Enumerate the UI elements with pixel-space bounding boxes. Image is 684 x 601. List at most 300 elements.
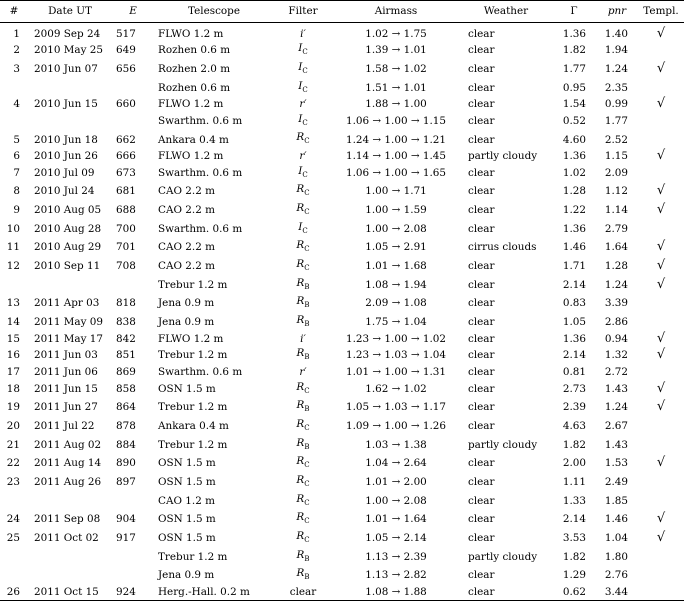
date-ut-cell: 2011 Oct 15 (34, 586, 99, 599)
epoch-cell: 851 (116, 349, 136, 362)
telescope-cell: OSN 1.5 m (158, 382, 216, 395)
template-check-cell (638, 585, 684, 600)
row-number: 5 (13, 133, 20, 146)
weather-cell: clear (468, 457, 495, 470)
airmass-cell: 1.23 → 1.00 → 1.02 (345, 332, 447, 345)
telescope-cell: Herg.-Hall. 0.2 m (158, 586, 250, 599)
row-number (0, 112, 28, 131)
epoch-cell (112, 112, 154, 131)
epoch-cell: 904 (116, 513, 136, 526)
airmass-cell: 1.75 → 1.04 (365, 316, 427, 329)
gamma-cell: 4.60 (562, 133, 586, 146)
template-check-cell (638, 529, 684, 548)
date-ut-cell: 2011 Jun 15 (34, 382, 98, 395)
checkmark-icon: √ (656, 258, 666, 274)
pnr-cell: 3.39 (604, 297, 628, 310)
airmass-cell: 1.05 → 1.03 → 1.17 (345, 401, 447, 414)
weather-cell: clear (468, 532, 495, 545)
airmass-cell: 1.03 → 1.38 (365, 438, 427, 451)
template-check-cell (638, 548, 684, 567)
epoch-cell: 666 (116, 150, 136, 163)
row-number: 9 (13, 204, 20, 217)
filter-cell: $I_C$ (298, 42, 308, 57)
airmass-cell: 1.02 → 1.75 (365, 27, 427, 40)
table-row (0, 417, 684, 436)
template-check-cell (638, 79, 684, 98)
table-row (0, 436, 684, 455)
filter-cell: $R_B$ (296, 314, 310, 329)
pnr-cell: 3.44 (604, 586, 628, 599)
weather-cell: clear (468, 349, 495, 362)
table-row (0, 60, 684, 79)
airmass-cell: 1.62 → 1.02 (365, 382, 427, 395)
pnr-cell: 1.24 (604, 401, 628, 414)
weather-cell: clear (468, 185, 495, 198)
table-row (0, 182, 684, 201)
header-date: Date UT (48, 5, 92, 17)
telescope-cell: OSN 1.5 m (158, 476, 216, 489)
filter-cell: $R_B$ (296, 276, 310, 291)
telescope-cell: Jena 0.9 m (158, 569, 215, 582)
epoch-cell (112, 276, 154, 295)
date-ut-cell (28, 112, 112, 131)
epoch-cell: 517 (116, 27, 136, 40)
pnr-cell: 2.76 (604, 569, 628, 582)
airmass-cell: 1.09 → 1.00 → 1.26 (345, 420, 447, 433)
airmass-cell: 1.01 → 1.00 → 1.31 (345, 366, 447, 379)
gamma-cell: 1.36 (562, 150, 586, 163)
telescope-cell: Swarthm. 0.6 m (158, 114, 243, 127)
weather-cell: clear (468, 513, 495, 526)
weather-cell: clear (468, 569, 495, 582)
epoch-cell: 660 (116, 98, 136, 111)
epoch-cell: 869 (116, 366, 136, 379)
airmass-cell: 1.13 → 2.39 (365, 550, 427, 563)
table-row (0, 566, 684, 585)
epoch-cell: 649 (116, 44, 136, 57)
table-row (0, 238, 684, 257)
header-pnr: pnr (607, 5, 627, 17)
template-check-cell (638, 41, 684, 60)
date-ut-cell: 2011 Aug 26 (34, 476, 102, 489)
checkmark-icon: √ (656, 330, 666, 346)
weather-cell: clear (468, 586, 495, 599)
header-num: # (9, 5, 19, 17)
telescope-cell: Ankara 0.4 m (158, 420, 229, 433)
airmass-cell: 1.00 → 1.59 (365, 204, 427, 217)
filter-cell: i′ (300, 332, 306, 345)
filter-cell: $R_C$ (296, 417, 310, 433)
airmass-cell: 1.01 → 1.68 (365, 260, 427, 273)
template-check-cell (638, 492, 684, 511)
checkmark-icon: √ (656, 347, 666, 363)
table-row (0, 97, 684, 112)
epoch-cell (112, 492, 154, 511)
weather-cell: clear (468, 420, 495, 433)
template-check-cell (638, 27, 684, 42)
pnr-cell: 2.72 (604, 366, 628, 379)
filter-cell: $R_C$ (296, 131, 310, 146)
table-row (0, 79, 684, 98)
epoch-cell: 818 (116, 297, 136, 310)
pnr-cell: 0.99 (604, 98, 628, 111)
weather-cell: cirrus clouds (468, 241, 537, 254)
telescope-cell: CAO 2.2 m (158, 260, 215, 273)
epoch-cell: 673 (116, 166, 136, 179)
gamma-cell: 2.14 (562, 513, 586, 526)
gamma-cell: 1.36 (562, 332, 586, 345)
gamma-cell: 1.29 (562, 569, 586, 582)
row-number: 25 (6, 532, 20, 545)
telescope-cell: Trebur 1.2 m (158, 550, 228, 563)
checkmark-icon: √ (656, 455, 666, 471)
checkmark-icon: √ (656, 511, 666, 527)
gamma-cell: 0.81 (562, 366, 586, 379)
telescope-cell: CAO 2.2 m (158, 241, 215, 254)
row-number: 2 (13, 44, 20, 57)
template-check-cell (638, 182, 684, 201)
template-check-cell (638, 346, 684, 365)
weather-cell: clear (468, 44, 495, 57)
filter-cell: $R_C$ (296, 474, 310, 489)
template-check-cell (638, 332, 684, 347)
date-ut-cell: 2009 Sep 24 (34, 27, 101, 40)
gamma-cell: 2.39 (562, 401, 586, 414)
row-number: 8 (13, 185, 20, 198)
filter-cell: $R_B$ (296, 347, 310, 362)
weather-cell: clear (468, 476, 495, 489)
header-weather: Weather (483, 5, 529, 17)
gamma-cell: 1.71 (562, 260, 586, 273)
row-number: 4 (13, 98, 20, 111)
date-ut-cell: 2011 May 17 (34, 332, 103, 345)
epoch-cell: 842 (116, 332, 136, 345)
row-number: 26 (6, 586, 20, 599)
table-row (0, 313, 684, 332)
template-check-cell (638, 380, 684, 399)
epoch-cell (112, 566, 154, 585)
pnr-cell: 1.28 (604, 260, 628, 273)
weather-cell: clear (468, 98, 495, 111)
row-number (0, 79, 28, 98)
pnr-cell: 2.79 (604, 222, 628, 235)
telescope-cell: Jena 0.9 m (158, 316, 215, 329)
table-row (0, 276, 684, 295)
airmass-cell: 1.04 → 2.64 (365, 457, 427, 470)
table-row (0, 492, 684, 511)
gamma-cell: 1.46 (562, 241, 586, 254)
telescope-cell: Swarthm. 0.6 m (158, 166, 243, 179)
pnr-cell: 1.24 (604, 62, 628, 75)
table-row (0, 27, 684, 42)
telescope-cell: Rozhen 0.6 m (158, 44, 231, 57)
weather-cell: partly cloudy (468, 438, 538, 451)
filter-cell: $R_C$ (296, 530, 310, 545)
filter-cell: $R_B$ (296, 295, 310, 310)
pnr-cell: 1.40 (604, 27, 628, 40)
row-number: 11 (6, 241, 20, 254)
table-row (0, 398, 684, 417)
date-ut-cell (28, 276, 112, 295)
airmass-cell: 1.24 → 1.00 → 1.21 (345, 133, 447, 146)
checkmark-icon: √ (656, 183, 666, 199)
row-number: 18 (6, 382, 20, 395)
header-templ: Templ. (643, 5, 679, 17)
row-number: 3 (13, 62, 20, 75)
template-check-cell (638, 257, 684, 276)
telescope-cell: Trebur 1.2 m (158, 349, 228, 362)
weather-cell: clear (468, 133, 495, 146)
gamma-cell: 1.11 (562, 476, 586, 489)
checkmark-icon: √ (656, 202, 666, 218)
template-check-cell (638, 97, 684, 112)
telescope-cell: Trebur 1.2 m (158, 401, 228, 414)
epoch-cell (112, 79, 154, 98)
table-row (0, 294, 684, 313)
epoch-cell: 878 (116, 420, 136, 433)
weather-cell: clear (468, 81, 495, 94)
header-gamma: Γ (570, 5, 578, 17)
telescope-cell: Rozhen 2.0 m (158, 62, 231, 75)
date-ut-cell: 2011 Aug 14 (34, 457, 102, 470)
airmass-cell: 1.08 → 1.94 (365, 278, 427, 291)
filter-cell: $I_C$ (298, 164, 308, 179)
airmass-cell: 1.00 → 1.71 (365, 185, 427, 198)
template-check-cell (638, 294, 684, 313)
template-check-cell (638, 436, 684, 455)
template-check-cell (638, 112, 684, 131)
date-ut-cell: 2011 Jul 22 (34, 420, 95, 433)
pnr-cell: 1.43 (604, 438, 628, 451)
template-check-cell (638, 60, 684, 79)
checkmark-icon: √ (656, 96, 666, 112)
filter-cell: $R_C$ (296, 258, 310, 273)
filter-cell: $R_B$ (296, 567, 310, 582)
filter-cell: $R_C$ (296, 492, 310, 507)
weather-cell: clear (468, 494, 495, 507)
weather-cell: clear (468, 166, 495, 179)
gamma-cell: 2.14 (562, 349, 586, 362)
row-number: 6 (13, 150, 20, 163)
checkmark-icon: √ (656, 530, 666, 546)
weather-cell: clear (468, 316, 495, 329)
weather-cell: clear (468, 382, 495, 395)
row-number: 16 (6, 349, 20, 362)
epoch-cell: 700 (116, 222, 136, 235)
table-row (0, 149, 684, 164)
telescope-cell: Jena 0.9 m (158, 297, 215, 310)
date-ut-cell: 2011 Jun 27 (34, 401, 98, 414)
date-ut-cell: 2010 Aug 29 (34, 241, 102, 254)
table-row (0, 201, 684, 220)
weather-cell: clear (468, 222, 495, 235)
airmass-cell: 1.01 → 2.00 (365, 476, 427, 489)
pnr-cell: 1.32 (604, 349, 628, 362)
telescope-cell: OSN 1.5 m (158, 532, 216, 545)
row-number: 14 (6, 316, 20, 329)
epoch-cell: 701 (116, 241, 136, 254)
epoch-cell: 897 (116, 476, 136, 489)
date-ut-cell: 2011 Apr 03 (34, 297, 100, 310)
date-ut-cell: 2010 Jun 07 (34, 62, 98, 75)
airmass-cell: 1.05 → 2.91 (365, 241, 427, 254)
table-row (0, 41, 684, 60)
checkmark-icon: √ (656, 60, 666, 76)
filter-cell: $R_C$ (296, 380, 310, 395)
airmass-cell: 1.13 → 2.82 (365, 569, 427, 582)
epoch-cell: 864 (116, 401, 136, 414)
weather-cell: clear (468, 27, 495, 40)
date-ut-cell: 2010 May 25 (34, 44, 103, 57)
airmass-cell: 1.08 → 1.88 (365, 586, 427, 599)
checkmark-icon: √ (656, 380, 666, 396)
row-number (0, 548, 28, 567)
gamma-cell: 1.36 (562, 222, 586, 235)
date-ut-cell (28, 492, 112, 511)
date-ut-cell: 2010 Jun 18 (34, 133, 98, 146)
row-number: 10 (6, 222, 20, 235)
table-row (0, 112, 684, 131)
table-header-row (0, 1, 684, 23)
checkmark-icon: √ (656, 276, 666, 292)
airmass-cell: 1.00 → 2.08 (365, 222, 427, 235)
gamma-cell: 0.83 (562, 297, 586, 310)
epoch-cell: 838 (116, 316, 136, 329)
template-check-cell (638, 365, 684, 380)
epoch-cell: 656 (116, 62, 136, 75)
filter-cell: r′ (299, 98, 307, 111)
telescope-cell: Swarthm. 0.6 m (158, 366, 243, 379)
telescope-cell: Trebur 1.2 m (158, 438, 228, 451)
filter-cell: clear (289, 586, 317, 599)
gamma-cell: 1.77 (562, 62, 586, 75)
gamma-cell: 2.73 (562, 382, 586, 395)
gamma-cell: 1.02 (562, 166, 586, 179)
gamma-cell: 0.52 (562, 114, 586, 127)
date-ut-cell: 2010 Jul 09 (34, 166, 95, 179)
row-number (0, 566, 28, 585)
weather-cell: clear (468, 114, 495, 127)
weather-cell: clear (468, 260, 495, 273)
checkmark-icon: √ (656, 239, 666, 255)
filter-cell: $I_C$ (298, 79, 308, 94)
pnr-cell: 1.77 (604, 114, 628, 127)
row-number (0, 492, 28, 511)
pnr-cell: 2.67 (604, 420, 628, 433)
filter-cell: $R_C$ (296, 455, 310, 470)
date-ut-cell: 2011 Aug 02 (34, 438, 102, 451)
epoch-cell: 917 (116, 532, 136, 545)
template-check-cell (638, 130, 684, 149)
epoch-cell: 662 (116, 133, 136, 146)
epoch-cell: 858 (116, 382, 136, 395)
gamma-cell: 4.63 (562, 420, 586, 433)
date-ut-cell (28, 79, 112, 98)
template-check-cell (638, 473, 684, 492)
header-telescope: Telescope (188, 5, 240, 17)
table-row (0, 454, 684, 473)
row-number: 12 (6, 260, 20, 273)
pnr-cell: 2.49 (604, 476, 628, 489)
weather-cell: clear (468, 204, 495, 217)
table-row (0, 220, 684, 239)
table-body (0, 22, 684, 600)
template-check-cell (638, 201, 684, 220)
gamma-cell: 1.28 (562, 185, 586, 198)
row-number: 17 (6, 366, 20, 379)
gamma-cell: 1.54 (562, 98, 586, 111)
pnr-cell: 1.12 (604, 185, 628, 198)
header-epoch: E (129, 5, 137, 17)
filter-cell: $R_B$ (296, 548, 310, 563)
telescope-cell: CAO 1.2 m (158, 494, 215, 507)
gamma-cell: 1.82 (562, 550, 586, 563)
airmass-cell: 1.58 → 1.02 (365, 62, 427, 75)
airmass-cell: 1.01 → 1.64 (365, 513, 427, 526)
weather-cell: clear (468, 332, 495, 345)
weather-cell: clear (468, 62, 495, 75)
row-number: 13 (6, 297, 20, 310)
weather-cell: clear (468, 278, 495, 291)
date-ut-cell: 2011 Sep 08 (34, 513, 101, 526)
epoch-cell: 681 (116, 185, 136, 198)
table-row (0, 585, 684, 600)
row-number: 21 (6, 438, 20, 451)
pnr-cell: 1.64 (604, 241, 628, 254)
row-number (0, 276, 28, 295)
filter-cell: $R_C$ (296, 511, 310, 526)
date-ut-cell: 2010 Sep 11 (34, 260, 101, 273)
checkmark-icon: √ (656, 148, 666, 164)
gamma-cell: 1.36 (562, 27, 586, 40)
airmass-cell: 1.14 → 1.00 → 1.45 (345, 150, 447, 163)
pnr-cell: 1.15 (604, 150, 628, 163)
weather-cell: partly cloudy (468, 550, 538, 563)
airmass-cell: 1.51 → 1.01 (365, 81, 427, 94)
pnr-cell: 1.80 (604, 550, 628, 563)
row-number: 20 (6, 420, 20, 433)
gamma-cell: 0.62 (562, 586, 586, 599)
pnr-cell: 2.35 (604, 81, 628, 94)
pnr-cell: 1.53 (604, 457, 628, 470)
table-row (0, 473, 684, 492)
table-row (0, 332, 684, 347)
epoch-cell: 688 (116, 204, 136, 217)
template-check-cell (638, 398, 684, 417)
telescope-cell: OSN 1.5 m (158, 513, 216, 526)
filter-cell: $R_B$ (296, 436, 310, 451)
table-row (0, 529, 684, 548)
row-number: 24 (6, 513, 20, 526)
airmass-cell: 1.88 → 1.00 (365, 98, 427, 111)
epoch-cell: 708 (116, 260, 136, 273)
pnr-cell: 2.52 (604, 133, 628, 146)
epoch-cell: 924 (116, 586, 136, 599)
header-filter: Filter (288, 5, 318, 17)
pnr-cell: 2.86 (604, 316, 628, 329)
date-ut-cell: 2010 Jun 15 (34, 98, 98, 111)
filter-cell: r′ (299, 366, 307, 379)
telescope-cell: FLWO 1.2 m (158, 332, 224, 345)
epoch-cell: 884 (116, 438, 136, 451)
pnr-cell: 0.94 (604, 332, 628, 345)
date-ut-cell: 2010 Aug 05 (34, 204, 102, 217)
table-row (0, 164, 684, 183)
epoch-cell: 890 (116, 457, 136, 470)
pnr-cell: 2.09 (604, 166, 628, 179)
epoch-cell (112, 548, 154, 567)
filter-cell: $I_C$ (298, 60, 308, 75)
